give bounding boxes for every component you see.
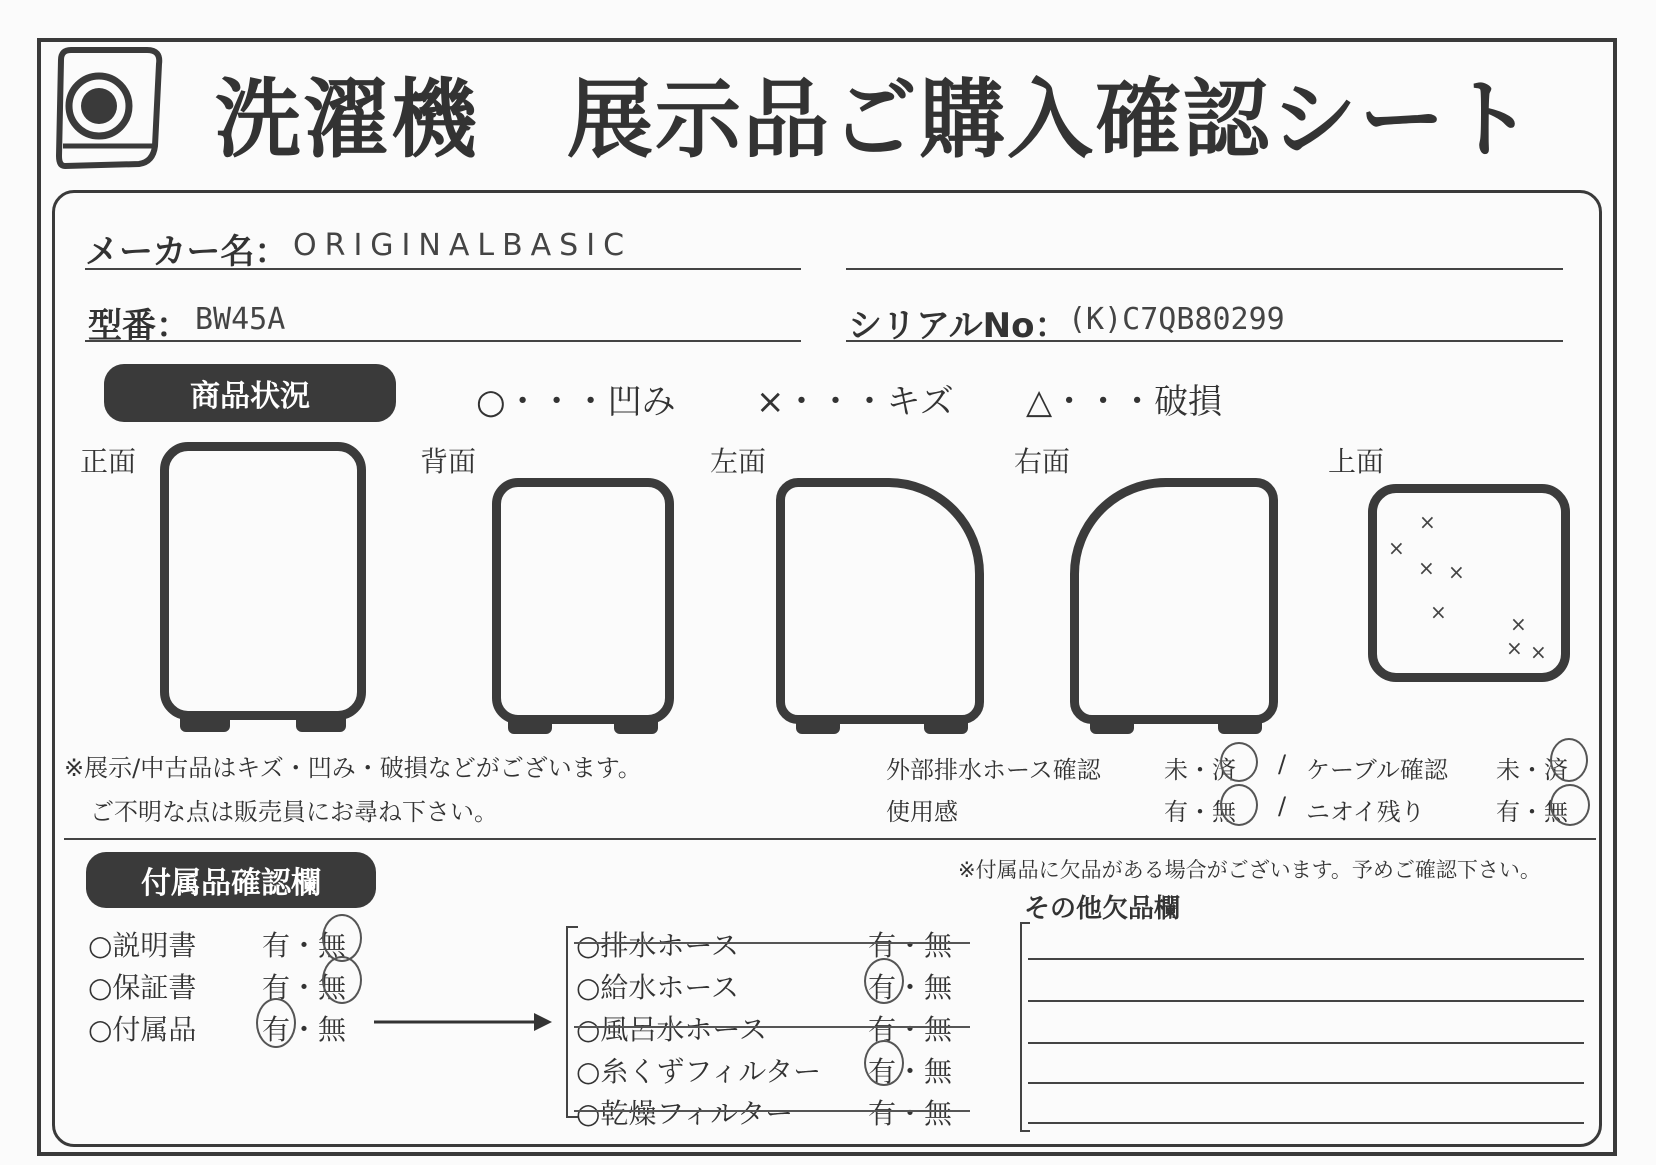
scratch-mark-7: ×: [1506, 636, 1523, 660]
serial-underline: [846, 340, 1563, 342]
model-label: 型番：: [88, 306, 190, 346]
maker-value: ORIGINALBASIC: [293, 228, 633, 263]
accessory-manual-label: ○説明書: [88, 929, 197, 962]
check-odor-circle: [1550, 784, 1590, 826]
back-foot-left: [508, 720, 552, 734]
left-foot-left: [796, 720, 840, 734]
view-label-front: 正面: [80, 445, 137, 478]
check-usage-circle: [1220, 784, 1258, 826]
serial-label: シリアルNo：: [848, 306, 1069, 346]
condition-note-line2: ご不明な点は販売員にお尋ね下さい。: [90, 798, 498, 826]
missing-items-header: その他欠品欄: [1024, 894, 1181, 924]
maker-label: メーカー名：: [85, 232, 289, 272]
part-bath-hose-options: 有・無: [868, 1013, 953, 1046]
scratch-mark-5: ×: [1430, 600, 1447, 624]
part-bath-hose-strike: [574, 1026, 970, 1028]
scratch-mark-1: ×: [1419, 510, 1436, 534]
missing-line-2[interactable]: [1028, 1000, 1584, 1002]
accessory-warranty-circle: [322, 956, 362, 1004]
accessories-header: 付属品確認欄: [86, 852, 376, 908]
part-dry-filter-label: ○乾燥フィルター: [576, 1097, 794, 1130]
check-odor-options: 有・無: [1496, 798, 1568, 826]
condition-note-line1: ※展示/中古品はキズ・凹み・破損などがございます。: [64, 754, 642, 782]
accessory-parts-circle: [256, 998, 296, 1048]
part-dry-filter-strike: [574, 1110, 970, 1112]
part-drain-hose-strike: [574, 942, 970, 944]
check-drain-hose-options: 未・済: [1164, 756, 1236, 784]
check-separator-2: /: [1278, 792, 1287, 820]
scratch-mark-4: ×: [1448, 560, 1465, 584]
check-odor-label: ニオイ残り: [1306, 798, 1425, 826]
section-divider: [64, 838, 1596, 840]
legend-dent: ○・・・凹み: [476, 382, 676, 422]
accessory-warranty-options: 有・無: [262, 971, 347, 1004]
part-water-hose-options: 有・無: [868, 971, 953, 1004]
washing-machine-icon: [55, 46, 167, 174]
check-cable-label: ケーブル確認: [1306, 756, 1448, 784]
view-label-top: 上面: [1328, 445, 1385, 478]
check-cable-options: 未・済: [1496, 756, 1568, 784]
part-lint-filter-options: 有・無: [868, 1055, 953, 1088]
check-cable-circle: [1550, 738, 1588, 782]
back-foot-right: [614, 720, 658, 734]
missing-line-1[interactable]: [1028, 958, 1584, 960]
part-dry-filter-options: 有・無: [868, 1097, 953, 1130]
back-view-diagram: [492, 478, 674, 724]
accessory-warranty-label: ○保証書: [88, 971, 197, 1004]
scratch-mark-6: ×: [1510, 612, 1527, 636]
check-separator-1: /: [1278, 750, 1287, 778]
legend-damage: △・・・破損: [1026, 382, 1223, 422]
right-foot-left: [1090, 720, 1134, 734]
missing-line-5[interactable]: [1028, 1122, 1584, 1124]
right-view-diagram: [1070, 478, 1278, 724]
left-foot-right: [924, 720, 968, 734]
front-view-diagram: [160, 442, 366, 720]
check-drain-hose-circle: [1220, 742, 1258, 782]
part-water-hose-circle: [864, 958, 904, 1004]
check-usage-label: 使用感: [886, 798, 958, 826]
missing-bracket: [1020, 922, 1030, 1132]
left-view-diagram: [776, 478, 984, 724]
check-drain-hose-label: 外部排水ホース確認: [886, 756, 1101, 784]
right-foot-right: [1218, 720, 1262, 734]
check-usage-options: 有・無: [1164, 798, 1236, 826]
front-foot-right: [296, 718, 346, 732]
blank-underline: [846, 268, 1563, 270]
model-value: BW45A: [195, 302, 286, 337]
page-title: 洗濯機 展示品ご購入確認シート: [215, 70, 1535, 170]
part-lint-filter-circle: [864, 1040, 904, 1086]
part-drain-hose-label: ○排水ホース: [576, 929, 740, 962]
scratch-mark-2: ×: [1388, 536, 1405, 560]
accessory-parts-options: 有・無: [262, 1013, 347, 1046]
part-water-hose-label: ○給水ホース: [576, 971, 740, 1004]
scratch-mark-8: ×: [1530, 640, 1547, 664]
part-lint-filter-label: ○糸くずフィルター: [576, 1055, 822, 1088]
accessory-manual-options: 有・無: [262, 929, 347, 962]
maker-underline: [85, 268, 801, 270]
accessory-manual-circle: [322, 914, 362, 962]
view-label-right: 右面: [1014, 445, 1071, 478]
accessories-note: ※付属品に欠品がある場合がございます。予めご確認下さい。: [958, 858, 1541, 882]
accessory-parts-label: ○付属品: [88, 1013, 197, 1046]
serial-value: (K)C7QB80299: [1068, 302, 1285, 337]
part-drain-hose-options: 有・無: [868, 929, 953, 962]
view-label-back: 背面: [420, 445, 477, 478]
legend-scratch: ×・・・キズ: [756, 382, 954, 422]
scratch-mark-3: ×: [1418, 556, 1435, 580]
arrow-right-icon: [374, 1010, 552, 1034]
missing-line-4[interactable]: [1028, 1082, 1584, 1084]
view-label-left: 左面: [710, 445, 767, 478]
part-bath-hose-label: ○風呂水ホース: [576, 1013, 768, 1046]
missing-line-3[interactable]: [1028, 1042, 1584, 1044]
front-foot-left: [180, 718, 230, 732]
model-underline: [85, 340, 801, 342]
condition-header: 商品状況: [104, 364, 396, 422]
